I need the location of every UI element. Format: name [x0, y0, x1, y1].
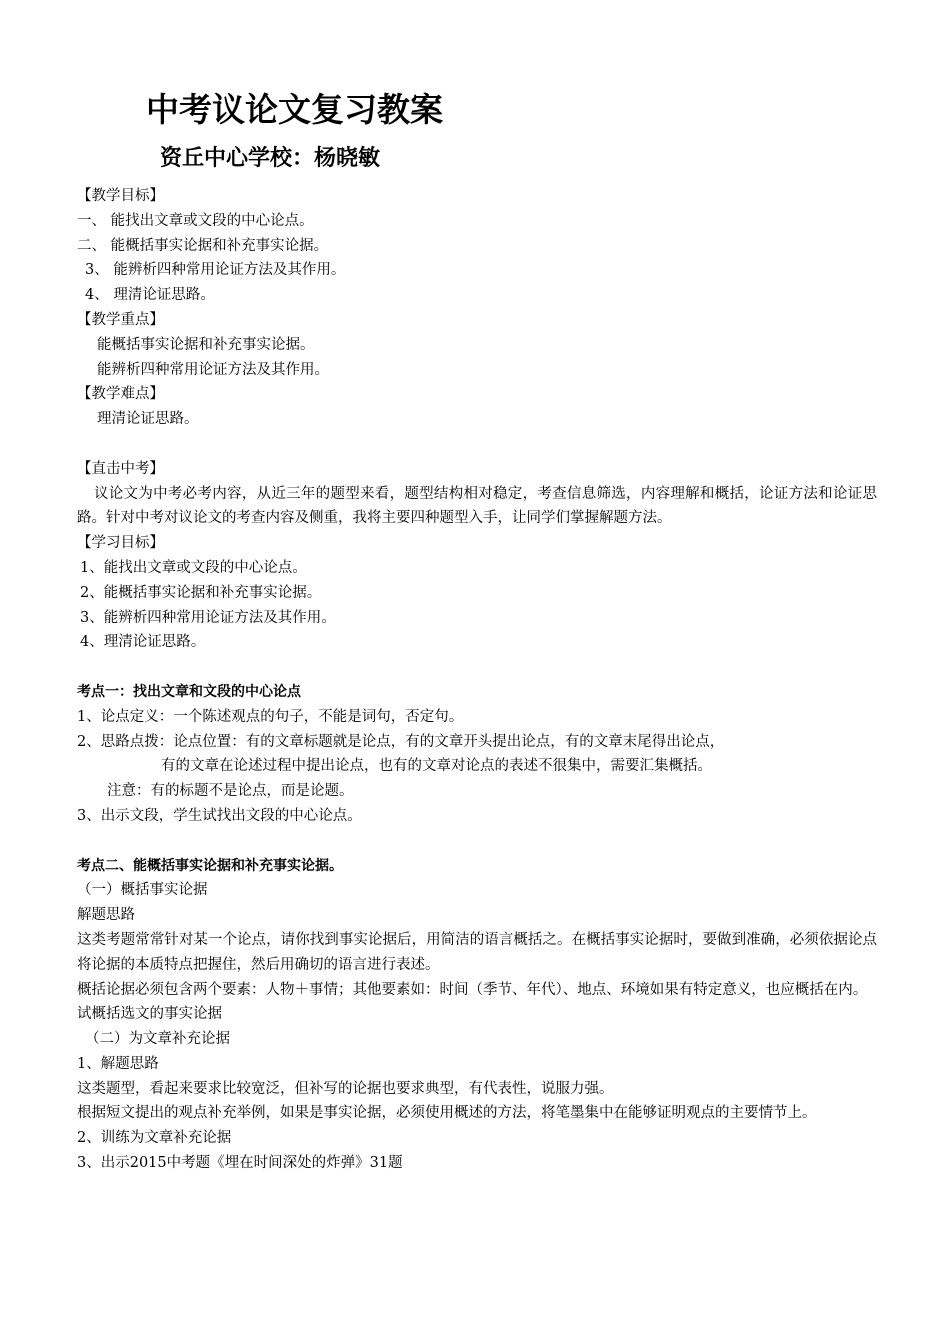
point-two-paragraph: 这类题型，看起来要求比较宽泛，但补写的论据也要求典型，有代表性，说服力强。 — [77, 1080, 614, 1097]
teaching-goals-heading: 【教学目标】 — [77, 188, 164, 204]
point-two-paragraph: 这类考题常常针对某一个论点，请你找到事实论据后，用简洁的语言概括之。在概括事实论据时，要做到准确，必须依据论点将论据的本质特点把握住，然后用确切的语言进行表述。 — [77, 931, 877, 973]
point-two-paragraph: 根据短文提出的观点补充举例，如果是事实论据，必须使用概述的方法，将笔墨集中在能够证明观点的主要情节上。 — [77, 1105, 817, 1122]
point-one-line: 1、论点定义：一个陈述观点的句子，不能是词句，否定句。 — [77, 708, 464, 725]
point-one-heading: 考点一：找出文章和文段的中心论点 — [77, 683, 301, 700]
point-one-note: 注意：有的标题不是论点，而是论题。 — [107, 783, 354, 800]
point-two-heading: 考点二、能概括事实论据和补充事实论据。 — [77, 857, 343, 874]
point-two-subheading: （二）为文章补充论据 — [85, 1031, 230, 1048]
teaching-goal-item: 二、 能概括事实论据和补充事实论据。 — [77, 237, 329, 254]
learning-goal-item: 2、能概括事实论据和补充事实论据。 — [80, 584, 322, 601]
point-two-line: 试概括选文的事实论据 — [77, 1006, 222, 1023]
point-two-label: 解题思路 — [77, 907, 135, 924]
document-body — [77, 184, 877, 1176]
point-one-line: 有的文章在论述过程中提出论点，也有的文章对论点的表述不很集中，需要汇集概括。 — [161, 758, 712, 775]
learning-goal-item: 1、能找出文章或文段的中心论点。 — [80, 559, 307, 576]
learning-goals-heading: 【学习目标】 — [77, 535, 164, 552]
spacer — [77, 432, 877, 457]
document-title: 中考议论文复习教案 — [146, 90, 443, 129]
teaching-goal-item: 3、 能辨析四种常用论证方法及其作用。 — [85, 262, 346, 279]
teaching-focus-heading: 【教学重点】 — [77, 311, 164, 328]
teaching-focus-item: 能概括事实论据和补充事实论据。 — [97, 336, 315, 353]
teaching-goal-item: 一、 能找出文章或文段的中心论点。 — [77, 212, 314, 229]
spacer — [77, 829, 877, 854]
point-one-line: 2、思路点拨：论点位置：有的文章标题就是论点，有的文章开头提出论点，有的文章末尾得出论点， — [77, 733, 725, 750]
exam-focus-paragraph: 议论文为中考必考内容，从近三年的题型来看，题型结构相对稳定，考查信息筛选，内容理解和概括，论证方法和论证思路。针对中考对议论文的考查内容及侧重，我将主要四种题型入手，让同学们掌握解题方法。 — [77, 485, 877, 527]
teaching-difficulty-heading: 【教学难点】 — [77, 386, 164, 403]
teaching-goal-item: 4、 理清论证思路。 — [85, 287, 215, 304]
point-two-line: 3、出示2015中考题《埋在时间深处的炸弹》31题 — [77, 1155, 403, 1172]
document-subtitle: 资丘中心学校：杨晓敏 — [160, 146, 381, 171]
point-two-subheading: （一）概括事实论据 — [77, 882, 208, 899]
teaching-difficulty-item: 理清论证思路。 — [97, 411, 199, 428]
point-two-label: 1、解题思路 — [77, 1055, 159, 1072]
teaching-focus-item: 能辨析四种常用论证方法及其作用。 — [97, 361, 329, 378]
learning-goal-item: 4、理清论证思路。 — [80, 634, 206, 651]
point-two-paragraph: 概括论据必须包含两个要素：人物＋事情；其他要素如：时间（季节、年代）、地点、环境如果有特定意义，也应概括在内。 — [77, 981, 868, 998]
spacer — [77, 655, 877, 680]
point-two-line: 2、训练为文章补充论据 — [77, 1130, 232, 1147]
point-one-line: 3、出示文段，学生试找出文段的中心论点。 — [77, 807, 362, 824]
exam-focus-heading: 【直击中考】 — [77, 460, 164, 477]
learning-goal-item: 3、能辨析四种常用论证方法及其作用。 — [80, 609, 336, 626]
